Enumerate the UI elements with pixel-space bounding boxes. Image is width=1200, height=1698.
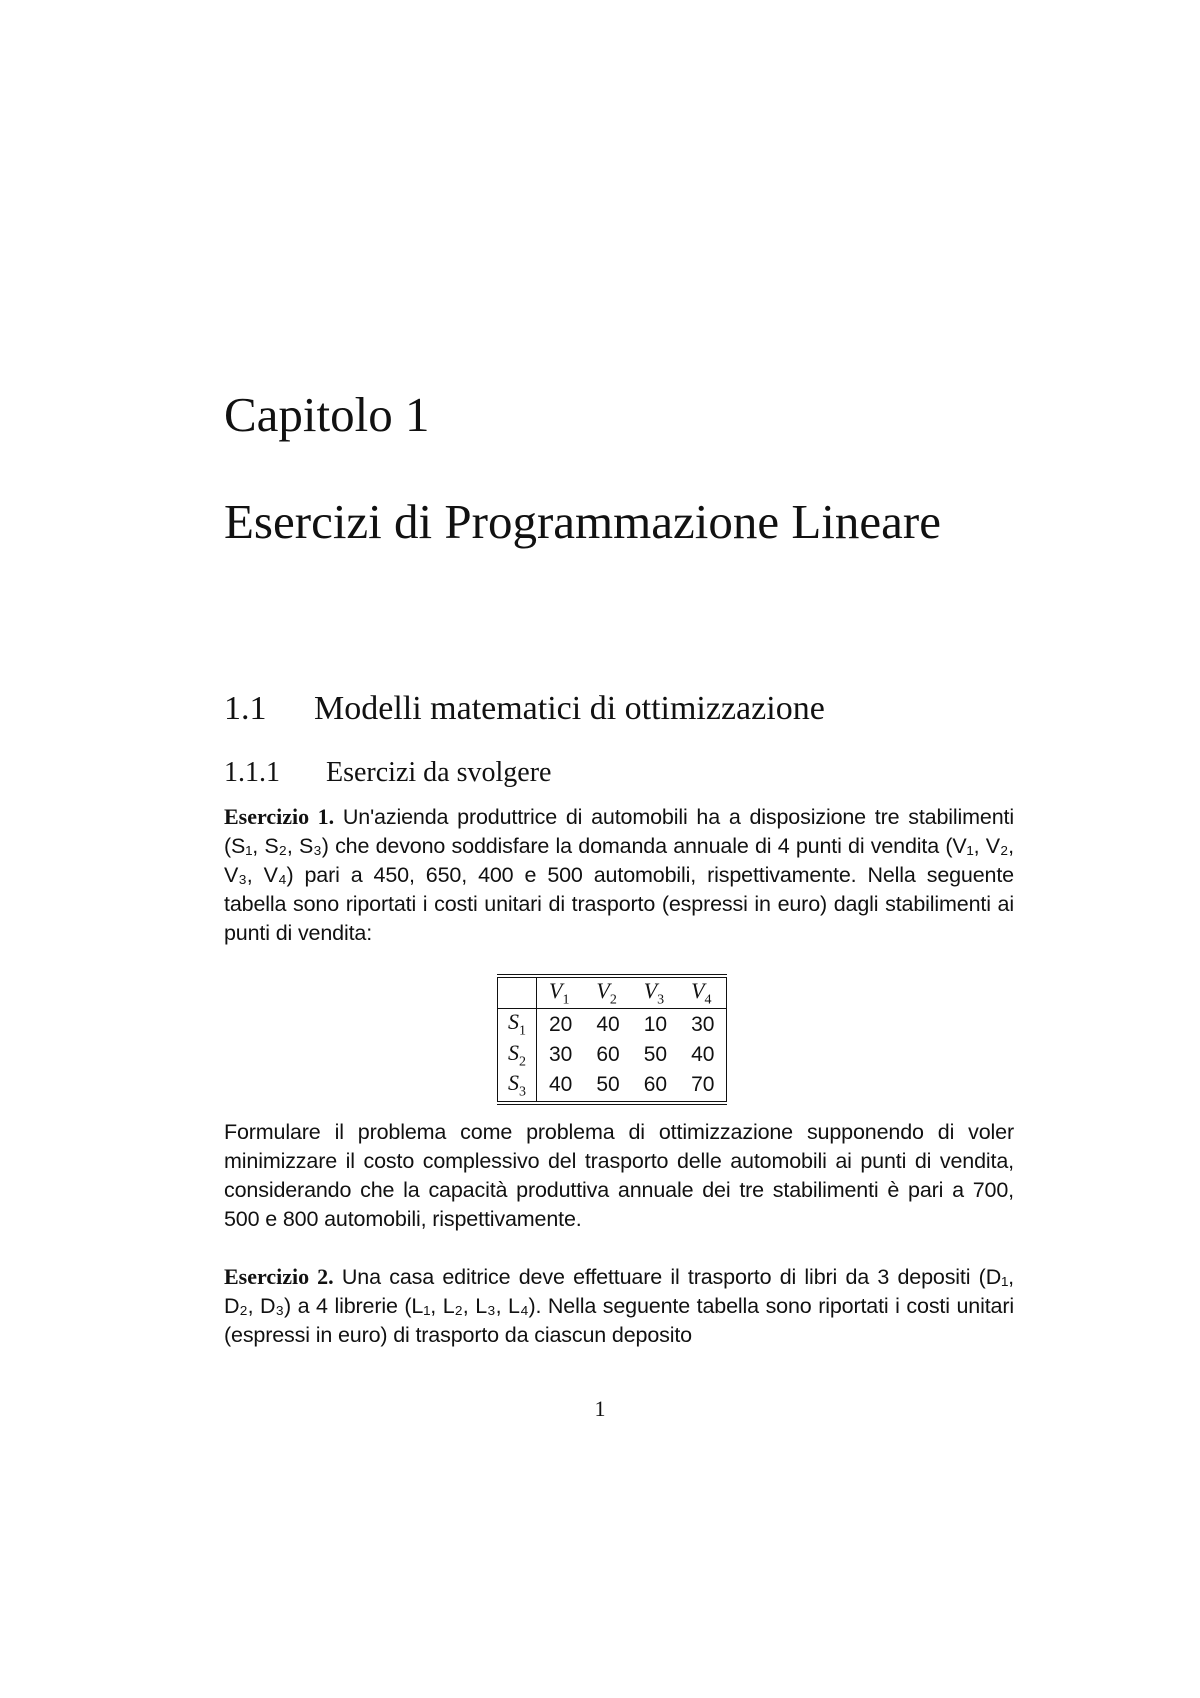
table-cell: 50 — [643, 1042, 668, 1066]
table-row-header: $S_3$ — [498, 1070, 537, 1102]
exercise-1-intro — [224, 802, 1014, 948]
table-column-header: $V_1$ — [537, 976, 585, 1009]
table-column-header: $V_2$ — [584, 976, 631, 1009]
table-cell: 70 — [691, 1073, 715, 1097]
table-row — [498, 1040, 727, 1070]
exercise-1-heading: Esercizio 1. — [224, 804, 335, 829]
table-row-header: $S_1$ — [498, 1009, 537, 1040]
subsection-number: 1.1.1 — [224, 757, 280, 788]
exercise-2-heading: Esercizio 2. — [224, 1264, 334, 1289]
page-number: 1 — [594, 1396, 606, 1421]
exercise-2-intro — [224, 1262, 1014, 1350]
chapter-title: Esercizi di Programmazione Lineare — [224, 494, 941, 549]
section-title: Modelli matematici di ottimizzazione — [314, 690, 825, 727]
table-cell: 30 — [691, 1012, 715, 1036]
section-number: 1.1 — [224, 690, 267, 727]
exercise-2-intro-text: Una casa editrice deve effettuare il trasporto di libri da 3 depositi (D₁, D₂, D₃) a 4 librerie (L₁, L₂, L₃, L₄). Nella seguente tabella sono riportati i costi unitari (espressi in euro) di trasporto da ciascun deposito — [224, 1265, 1014, 1347]
table-header-row — [498, 976, 727, 1009]
subsection-title: Esercizi da svolgere — [326, 757, 552, 788]
chapter-label: Capitolo 1 — [224, 387, 430, 442]
table-cell: 30 — [549, 1042, 573, 1066]
table-cell: 40 — [596, 1012, 620, 1036]
exercise-1-intro-text: Un'azienda produttrice di automobili ha a disposizione tre stabilimenti (S₁, S₂, S₃) che devono soddisfare la domanda annuale di 4 punti di vendita (V₁, V₂, V₃, V₄) pari a 450, 650, 400 e 500 automobili, rispettivamente. Nella seguente tabella sono riportati i costi unitari di trasporto (espressi in euro) dagli stabilimenti ai punti di vendita: — [224, 805, 1014, 945]
subsection-heading — [224, 757, 551, 789]
table-cell: 60 — [596, 1042, 620, 1066]
table-cell: 40 — [691, 1042, 715, 1066]
table-row — [498, 1070, 727, 1102]
table-row — [498, 1009, 727, 1040]
exercise-1-followup: Formulare il problema come problema di ottimizzazione supponendo di voler minimizzare il costo complessivo del trasporto delle automobili ai punti di vendita, considerando che la capacità produttiva annuale dei tre stabilimenti è pari a 700, 500 e 800 automobili, rispettivamente. — [224, 1120, 1014, 1231]
table-cell: 50 — [596, 1073, 620, 1097]
table-cell: 40 — [549, 1073, 573, 1097]
table-corner-cell — [498, 976, 537, 1009]
table-column-header: $V_3$ — [632, 976, 679, 1009]
table-cell: 20 — [549, 1012, 573, 1036]
table-cell: 10 — [643, 1012, 668, 1036]
table-row-header: $S_2$ — [498, 1040, 537, 1070]
table-column-header: $V_4$ — [679, 976, 727, 1009]
transport-cost-table — [497, 974, 727, 1105]
table-cell: 60 — [643, 1073, 668, 1097]
section-heading — [224, 690, 825, 728]
